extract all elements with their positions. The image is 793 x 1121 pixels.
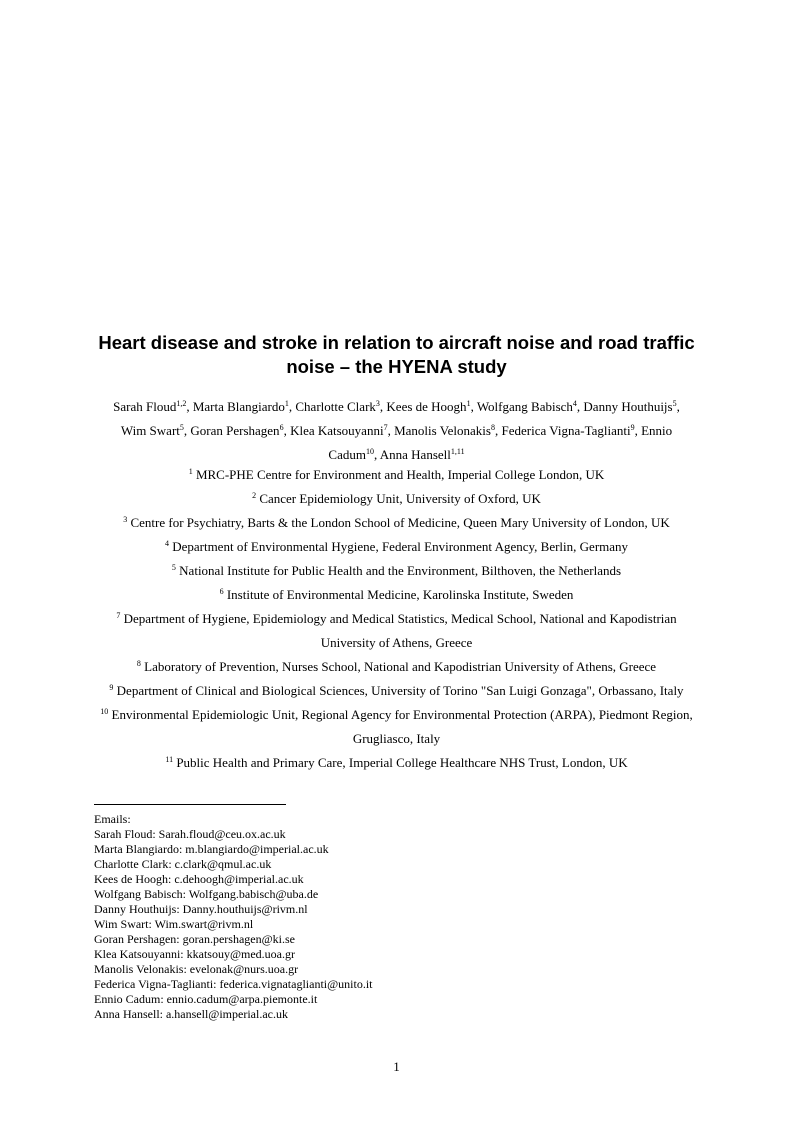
page-number: 1	[393, 1059, 400, 1074]
author-affil-mark: 4	[572, 399, 577, 408]
affiliation-7-continued: University of Athens, Greece	[320, 635, 473, 650]
author-line: Wim Swart$^5$, Goran Pershagen$^6$, Klea Katsouyanni$^7$, Manolis Velonakis$^8$, Federica Vigna-Taglianti$^9$, Ennio	[120, 423, 673, 438]
affiliation-9: $^9$ Department of Clinical and Biological Sciences, University of Torino "San Luigi Gonzaga", Orbassano, Italy	[109, 683, 684, 698]
author-name: Goran Pershagen	[190, 423, 280, 438]
email-entry: Ennio Cadum: ennio.cadum@arpa.piemonte.it	[94, 992, 318, 1006]
author-name: Danny Houthuijs	[583, 399, 673, 414]
author-affil-mark: 10	[365, 447, 374, 456]
author-name: Federica Vigna-Taglianti	[501, 423, 631, 438]
author-affil-mark: 7	[383, 423, 388, 432]
author-name: Sarah Floud	[113, 399, 177, 414]
author-name: Marta Blangiardo	[192, 399, 285, 414]
email-entry: Charlotte Clark: c.clark@qmul.ac.uk	[94, 857, 272, 871]
author-affil-mark: 1,2	[176, 399, 187, 408]
author-name: Anna Hansell	[379, 447, 451, 462]
paper-title	[60, 331, 733, 379]
affiliation-1: $^1$ MRC-PHE Centre for Environment and Health, Imperial College London, UK	[188, 467, 605, 482]
email-entry: Danny Houthuijs: Danny.houthuijs@rivm.nl	[94, 902, 308, 916]
affiliation-4: $^4$ Department of Environmental Hygiene, Federal Environment Agency, Berlin, Germany	[164, 539, 629, 554]
email-entry: Kees de Hoogh: c.dehoogh@imperial.ac.uk	[94, 872, 304, 886]
affiliation-6: $^6$ Institute of Environmental Medicine, Karolinska Institute, Sweden	[219, 587, 574, 602]
author-name: Wim Swart	[120, 423, 180, 438]
affiliation-7: $^7$ Department of Hygiene, Epidemiology and Medical Statistics, Medical School, National and Kapodistrian	[116, 611, 677, 626]
author-name: Klea Katsouyanni	[290, 423, 384, 438]
author-name: Kees de Hoogh	[386, 399, 467, 414]
affiliation-2: $^2$ Cancer Epidemiology Unit, University of Oxford, UK	[252, 491, 541, 506]
email-entry: Anna Hansell: a.hansell@imperial.ac.uk	[94, 1007, 288, 1021]
email-entry: Wolfgang Babisch: Wolfgang.babisch@uba.de	[94, 887, 319, 901]
title-line: noise – the HYENA study	[286, 356, 507, 377]
email-entry: Federica Vigna-Taglianti: federica.vignataglianti@unito.it	[94, 977, 373, 991]
author-list	[60, 395, 733, 467]
affiliation-list	[60, 463, 733, 775]
author-name: Cadum	[328, 447, 366, 462]
author-affil-mark: 5	[179, 423, 184, 432]
affiliation-10: $^{10}$ Environmental Epidemiologic Unit, Regional Agency for Environmental Protection (ARPA), Piedmont Region,	[100, 707, 693, 722]
affiliation-11: $^{11}$ Public Health and Primary Care, Imperial College Healthcare NHS Trust, London, UK	[165, 755, 628, 770]
title-line: Heart disease and stroke in relation to aircraft noise and road traffic	[98, 332, 695, 353]
author-affil-mark: 3	[375, 399, 380, 408]
author-affil-mark: 1	[466, 399, 471, 408]
affiliation-8: $^8$ Laboratory of Prevention, Nurses School, National and Kapodistrian University of Athens, Greece	[136, 659, 657, 674]
email-entry: Klea Katsouyanni: kkatsouy@med.uoa.gr	[94, 947, 296, 961]
affiliation-10-continued: Grugliasco, Italy	[352, 731, 441, 746]
email-entry: Goran Pershagen: goran.pershagen@ki.se	[94, 932, 295, 946]
author-name: Wolfgang Babisch	[476, 399, 573, 414]
email-entry: Marta Blangiardo: m.blangiardo@imperial.ac.uk	[94, 842, 329, 856]
author-line: Sarah Floud$^{1,2}$, Marta Blangiardo$^1$, Charlotte Clark$^3$, Kees de Hoogh$^1$, Wolfgang Babisch$^4$, Danny Houthuijs$^5$,	[113, 399, 680, 414]
author-name: Manolis Velonakis	[394, 423, 491, 438]
author-affil-mark: 5	[672, 399, 677, 408]
author-affil-mark: 6	[279, 423, 284, 432]
affiliation-3: $^3$ Centre for Psychiatry, Barts & the London School of Medicine, Queen Mary University of London, UK	[123, 515, 670, 530]
author-affil-mark: 1,11	[450, 447, 465, 456]
author-name: Ennio	[641, 423, 673, 438]
author-affil-mark: 8	[490, 423, 495, 432]
email-entry: Manolis Velonakis: evelonak@nurs.uoa.gr	[94, 962, 299, 976]
email-entry: Sarah Floud: Sarah.floud@ceu.ox.ac.uk	[94, 827, 286, 841]
author-affil-mark: 9	[630, 423, 635, 432]
emails-heading: Emails:	[94, 812, 131, 826]
email-entry: Wim Swart: Wim.swart@rivm.nl	[94, 917, 254, 931]
email-footnote	[94, 812, 373, 1022]
affiliation-5: $^5$ National Institute for Public Health and the Environment, Bilthoven, the Netherlands	[171, 563, 622, 578]
footnote-rule	[94, 804, 286, 805]
author-name: Charlotte Clark	[295, 399, 376, 414]
author-line: Cadum$^{10}$, Anna Hansell$^{1,11}$	[328, 447, 465, 462]
author-affil-mark: 1	[284, 399, 289, 408]
